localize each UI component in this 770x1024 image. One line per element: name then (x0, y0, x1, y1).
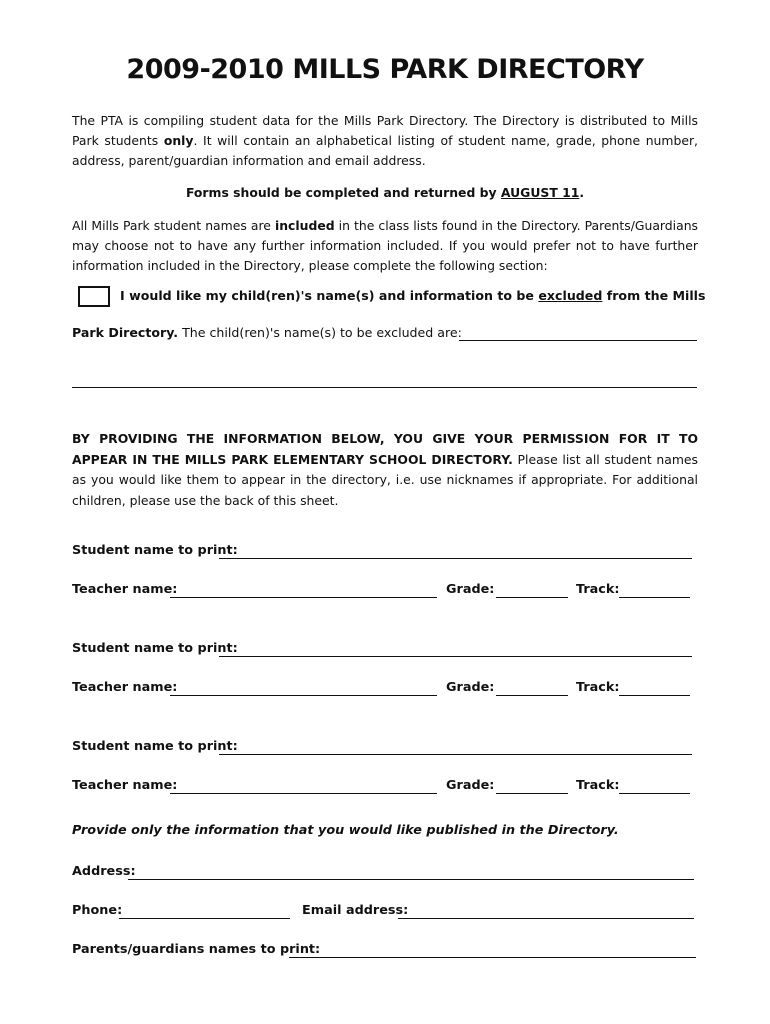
intro-paragraph (72, 111, 698, 171)
included-text: All Mills Park student names are (72, 218, 275, 233)
student-name-field[interactable] (219, 754, 692, 755)
included-text-2: in the class lists found in the Directory. Parents/Guardians may choose not to have any further information included. If you would prefer not to have further information included in the Directory, please complete the following section: (72, 218, 699, 273)
teacher-name-field[interactable] (170, 793, 437, 794)
address-field[interactable] (128, 879, 694, 880)
track-field[interactable] (619, 695, 690, 696)
publish-note: Provide only the information that you would like published in the Directory. (72, 823, 619, 838)
address-label: Address: (72, 864, 136, 879)
parents-field[interactable] (289, 957, 696, 958)
student-name-label: Student name to print: (72, 543, 238, 558)
deadline-text: Forms should be completed and returned by (185, 185, 501, 200)
included-paragraph (72, 216, 698, 276)
intro-only: only (163, 133, 194, 148)
deadline-end: . (579, 185, 585, 200)
teacher-name-field[interactable] (170, 695, 437, 696)
track-label: Track: (576, 778, 620, 793)
teacher-name-label: Teacher name: (72, 680, 178, 695)
excluded-names-field-2[interactable] (72, 387, 697, 388)
student-name-field[interactable] (219, 558, 692, 559)
grade-label: Grade: (446, 680, 495, 695)
phone-field[interactable] (119, 918, 290, 919)
student-name-label: Student name to print: (72, 739, 238, 754)
grade-field[interactable] (496, 793, 568, 794)
track-label: Track: (576, 680, 620, 695)
exclude-checkbox[interactable] (78, 286, 110, 307)
parents-label: Parents/guardians names to print: (72, 942, 321, 957)
exclude-line2-bold: Park Directory. (72, 325, 179, 340)
grade-label: Grade: (446, 582, 495, 597)
exclude-names-row (72, 325, 462, 340)
email-field[interactable] (398, 918, 694, 919)
deadline-notice (72, 185, 698, 200)
included-word: included (274, 218, 335, 233)
teacher-name-label: Teacher name: (72, 778, 178, 793)
grade-label: Grade: (446, 778, 495, 793)
permission-paragraph (72, 429, 698, 511)
phone-label: Phone: (72, 903, 123, 918)
teacher-name-field[interactable] (170, 597, 437, 598)
email-label: Email address: (302, 903, 409, 918)
excluded-word: excluded (538, 288, 603, 303)
grade-field[interactable] (496, 695, 568, 696)
intro-text: The PTA is compiling student data for the Mills Park Directory. The Directory is distributed to Mills Park students (72, 113, 698, 148)
track-label: Track: (576, 582, 620, 597)
intro-text-2: . It will contain an alphabetical listing of student name, grade, phone number, address, parent/guardian information and email address. (72, 133, 698, 168)
student-name-field[interactable] (219, 656, 692, 657)
permission-caps: BY PROVIDING THE INFORMATION BELOW, YOU GIVE YOUR PERMISSION FOR IT TO APPEAR IN THE MILLS PARK ELEMENTARY SCHOOL DIRECTORY. (72, 431, 698, 467)
exclude-line2-text: The child(ren)'s name(s) to be excluded are: (178, 325, 462, 340)
exclude-text-end: from the Mills (602, 288, 706, 303)
page-title: 2009-2010 MILLS PARK DIRECTORY (126, 54, 644, 85)
student-name-label: Student name to print: (72, 641, 238, 656)
exclude-text: I would like my child(ren)'s name(s) and information to be (120, 288, 539, 303)
grade-field[interactable] (496, 597, 568, 598)
exclude-statement (120, 288, 706, 303)
teacher-name-label: Teacher name: (72, 582, 178, 597)
permission-text: Please list all student names as you would like them to appear in the directory, i.e. use nicknames if appropriate. For additional children, please use the back of this sheet. (72, 451, 698, 508)
excluded-names-field[interactable] (459, 340, 697, 341)
deadline-date: AUGUST 11 (500, 185, 580, 200)
track-field[interactable] (619, 793, 690, 794)
track-field[interactable] (619, 597, 690, 598)
